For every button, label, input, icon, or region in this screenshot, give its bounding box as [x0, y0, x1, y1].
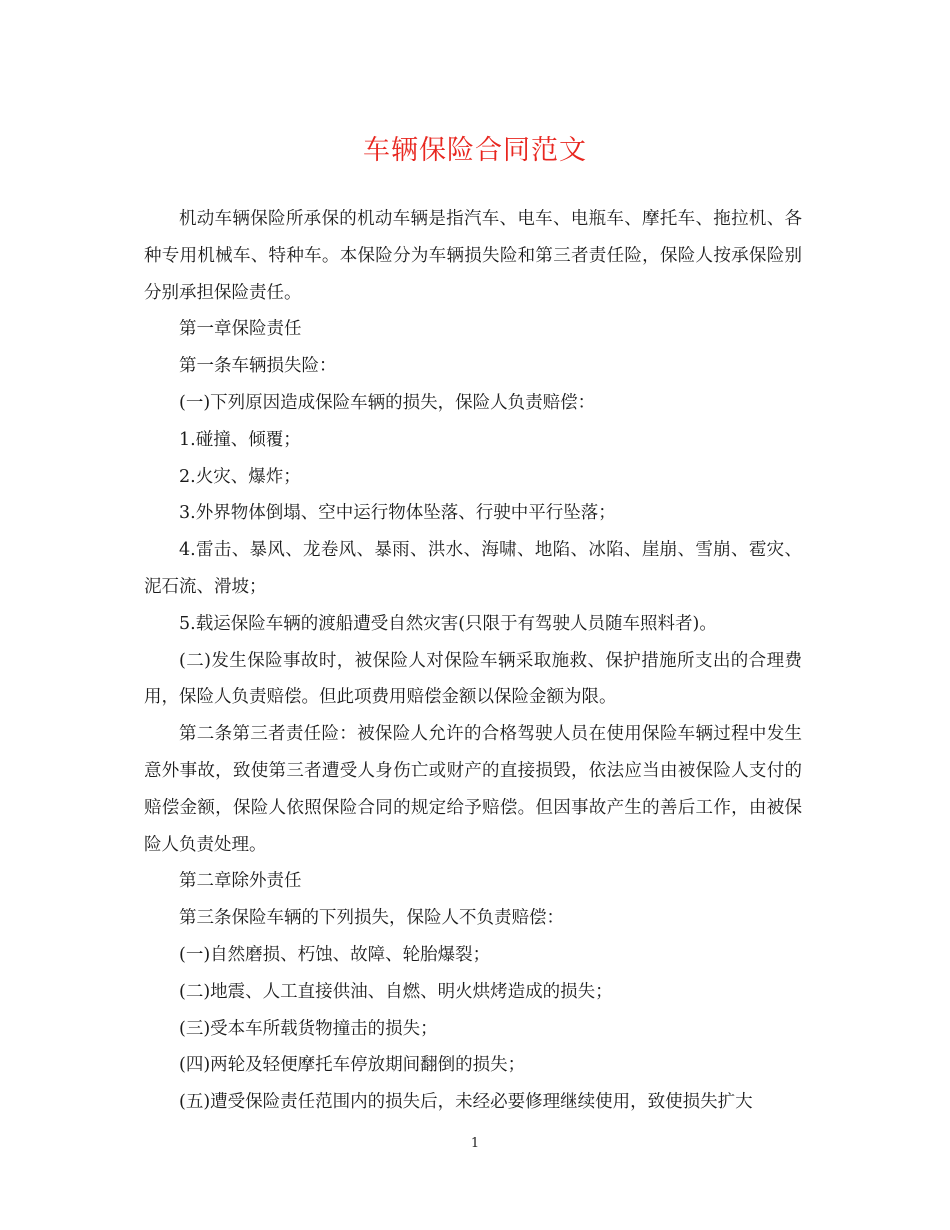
chapter-heading: 第二章除外责任 [179, 871, 302, 892]
page-number: 1 [470, 1136, 480, 1151]
document-title: 车辆保险合同范文 [363, 135, 587, 166]
paragraph: 第二条第三者责任险：被保险人允许的合格驾驶人员在使用保险车辆过程中发生意外事故，致使第三者遭受人身伤亡或财产的直接损毁，依法应当由被保险人支付的赔偿金额，保险人依照保险合同的规定给予赔偿。但因事故产生的善后工作，由被保险人负责处理。 [144, 724, 802, 855]
list-item: (三)受本车所载货物撞击的损失； [179, 1018, 438, 1039]
article-heading: 第三条保险车辆的下列损失，保险人不负责赔偿： [179, 908, 564, 929]
paragraph: (一)下列原因造成保险车辆的损失，保险人负责赔偿： [179, 392, 596, 413]
chapter-heading: 第一章保险责任 [179, 319, 302, 340]
list-item: 4.雷击、暴风、龙卷风、暴雨、洪水、海啸、地陷、冰陷、崖崩、雪崩、雹灾、泥石流、滑坡； [144, 540, 802, 597]
list-item: (五)遭受保险责任范围内的损失后，未经必要修理继续使用，致使损失扩大 [179, 1092, 753, 1113]
list-item: 2.火灾、爆炸； [179, 466, 301, 487]
paragraph: (二)发生保险事故时，被保险人对保险车辆采取施救、保护措施所支出的合理费用，保险人负责赔偿。但此项费用赔偿金额以保险金额为限。 [144, 650, 802, 708]
document-body [144, 201, 802, 1121]
list-item: (一)自然磨损、朽蚀、故障、轮胎爆裂； [179, 944, 491, 965]
list-item: (二)地震、人工直接供油、自燃、明火烘烤造成的损失； [179, 981, 613, 1002]
list-item: (四)两轮及轻便摩托车停放期间翻倒的损失； [179, 1055, 526, 1076]
list-item: 3.外界物体倒塌、空中运行物体坠落、行驶中平行坠落； [179, 503, 616, 524]
list-item: 5.载运保险车辆的渡船遭受自然灾害(只限于有驾驶人员随车照料者)。 [179, 613, 717, 634]
article-heading: 第一条车辆损失险： [179, 356, 337, 377]
paragraph: 机动车辆保险所承保的机动车辆是指汽车、电车、电瓶车、摩托车、拖拉机、各种专用机械车、特种车。本保险分为车辆损失险和第三者责任险，保险人按承保险别分别承担保险责任。 [144, 209, 802, 303]
list-item: 1.碰撞、倾覆； [179, 429, 301, 450]
